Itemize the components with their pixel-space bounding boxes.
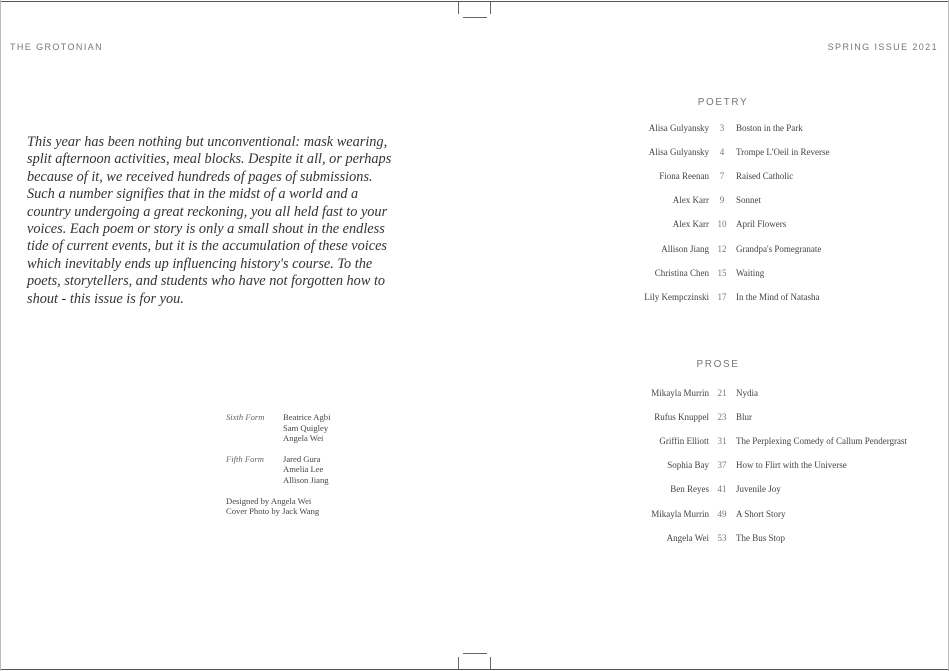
toc-page-number: 15 bbox=[717, 267, 727, 278]
toc-author: Sophia Bay bbox=[667, 460, 709, 471]
toc-page-number: 31 bbox=[717, 436, 727, 447]
toc-page-number: 7 bbox=[719, 171, 725, 182]
toc-author: Rufus Knuppel bbox=[654, 412, 709, 423]
toc-work-title: In the Mind of Natasha bbox=[736, 291, 820, 302]
toc-work-title: Nydia bbox=[736, 388, 758, 398]
prose-heading: PROSE bbox=[696, 359, 740, 370]
toc-row bbox=[600, 195, 940, 209]
toc-row bbox=[600, 292, 940, 306]
toc-row bbox=[600, 509, 940, 523]
page-border-bottom bbox=[0, 669, 949, 670]
toc-author: Fiona Reenan bbox=[659, 171, 709, 182]
toc-row bbox=[600, 533, 940, 547]
crop-mark bbox=[458, 657, 459, 669]
toc-author: Lily Kempczinski bbox=[644, 291, 709, 302]
toc-page-number: 9 bbox=[719, 195, 725, 206]
toc-page-number: 53 bbox=[717, 532, 727, 543]
sixth-form-group bbox=[226, 412, 331, 444]
toc-work-title: The Perplexing Comedy of Callum Pendergrast bbox=[736, 436, 908, 447]
toc-row bbox=[600, 388, 940, 402]
page-border-left bbox=[0, 0, 1, 671]
designer-credit: Designed by Angela Wei bbox=[226, 495, 312, 506]
toc-author: Mikayla Murrin bbox=[651, 388, 709, 398]
toc-author: Alex Karr bbox=[672, 219, 709, 230]
editor-name: Amelia Lee bbox=[283, 464, 324, 475]
toc-work-title: Raised Catholic bbox=[736, 171, 794, 182]
toc-row bbox=[600, 147, 940, 161]
toc-author: Alisa Gulyansky bbox=[648, 123, 709, 133]
crop-mark bbox=[458, 2, 459, 14]
toc-work-title: Waiting bbox=[736, 267, 765, 278]
toc-work-title: The Bus Stop bbox=[736, 532, 786, 543]
toc-page-number: 10 bbox=[717, 219, 727, 230]
editor-name: Allison Jiang bbox=[283, 474, 329, 485]
editor-name: Beatrice Agbi bbox=[283, 412, 331, 422]
toc-work-title: Grandpa's Pomegranate bbox=[736, 243, 822, 254]
crop-mark bbox=[490, 657, 491, 669]
toc-row bbox=[600, 412, 940, 426]
crop-mark bbox=[463, 653, 487, 654]
toc-work-title: How to Flirt with the Universe bbox=[736, 460, 847, 471]
toc-author: Griffin Elliott bbox=[659, 436, 709, 447]
toc-page-number: 12 bbox=[717, 243, 727, 254]
toc-work-title: A Short Story bbox=[736, 508, 786, 519]
toc-row bbox=[600, 171, 940, 185]
toc-author: Alisa Gulyansky bbox=[648, 147, 709, 158]
toc-author: Allison Jiang bbox=[661, 243, 709, 254]
toc-row bbox=[600, 484, 940, 498]
editor-name: Sam Quigley bbox=[283, 422, 329, 433]
toc-author: Mikayla Murrin bbox=[651, 508, 709, 519]
issue-label: SPRING ISSUE 2021 bbox=[827, 42, 938, 52]
toc-row bbox=[600, 460, 940, 474]
toc-row bbox=[600, 244, 940, 258]
crop-mark bbox=[463, 17, 487, 18]
toc-author: Alex Karr bbox=[672, 195, 709, 206]
toc-work-title: Boston in the Park bbox=[736, 123, 803, 133]
toc-author: Ben Reyes bbox=[670, 484, 709, 495]
toc-author: Angela Wei bbox=[666, 532, 709, 543]
toc-page-number: 41 bbox=[717, 484, 727, 495]
toc-page-number: 49 bbox=[717, 508, 727, 519]
toc-work-title: Juvenile Joy bbox=[736, 484, 781, 495]
crop-mark bbox=[490, 2, 491, 14]
toc-row bbox=[600, 268, 940, 282]
fifth-form-group bbox=[226, 454, 331, 486]
publication-title: THE GROTONIAN bbox=[10, 42, 104, 52]
toc-row bbox=[600, 219, 940, 233]
sixth-form-label: Sixth Form bbox=[226, 412, 265, 422]
toc-page-number: 4 bbox=[719, 147, 725, 158]
toc-row bbox=[600, 123, 940, 137]
toc-page-number: 37 bbox=[717, 460, 727, 471]
toc-work-title: April Flowers bbox=[736, 219, 787, 230]
toc-page-number: 21 bbox=[717, 388, 727, 398]
toc-page-number: 3 bbox=[719, 123, 725, 133]
toc-work-title: Sonnet bbox=[736, 195, 762, 206]
toc-author: Christina Chen bbox=[654, 267, 709, 278]
toc-row bbox=[600, 436, 940, 450]
toc-work-title: Trompe L'Oeil in Reverse bbox=[736, 147, 830, 158]
cover-photo-credit: Cover Photo by Jack Wang bbox=[226, 506, 320, 517]
editor-name: Angela Wei bbox=[283, 433, 324, 444]
fifth-form-label: Fifth Form bbox=[226, 453, 264, 464]
toc-page-number: 17 bbox=[717, 291, 727, 302]
toc-work-title: Blur bbox=[736, 412, 753, 423]
poetry-heading: POETRY bbox=[697, 97, 749, 108]
editors-note: This year has been nothing but unconventional: mask wearing, split afternoon activities, meal blocks. Despite it all, or perhaps because of it, we received hundreds of pages of submissions. Such a number signifies that in the midst of a world and a country undergoing a great reckoning, you all held fast to your voices. Each poem or story is only a small shout in the endless tide of current events, but it is the accumulation of these voices which inevitably ends up influencing history's course. To the poets, storytellers, and students who have not forgotten how to shout - this issue is for you. bbox=[27, 134, 392, 307]
masthead bbox=[226, 412, 331, 517]
page-border-top bbox=[0, 1, 949, 2]
editor-name: Jared Gura bbox=[283, 453, 321, 464]
toc-page-number: 23 bbox=[717, 412, 727, 423]
